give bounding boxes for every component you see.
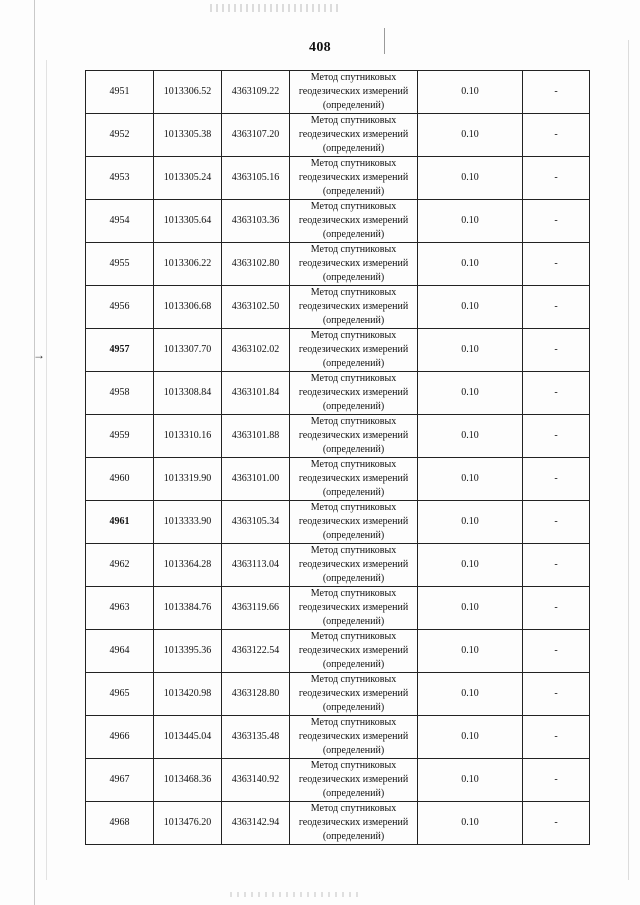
method-cell: [290, 802, 418, 845]
page-number: 408: [309, 40, 331, 55]
method-line-2: геодезических измерений: [298, 731, 409, 742]
note-cell: -: [523, 71, 590, 114]
point-number-cell: 4958: [86, 372, 154, 415]
accuracy-cell: 0.10: [418, 329, 523, 372]
accuracy-cell: 0.10: [418, 243, 523, 286]
scan-edge-right: [628, 40, 629, 880]
y-coordinate-cell: 4363122.54: [222, 630, 290, 673]
x-coordinate-cell: 1013333.90: [154, 501, 222, 544]
method-line-2: геодезических измерений: [298, 301, 409, 312]
note-cell: -: [523, 458, 590, 501]
method-line-3: (определений): [322, 315, 385, 326]
table-row: [86, 673, 590, 716]
table-row: [86, 759, 590, 802]
method-line-1: Метод спутниковых: [310, 588, 397, 599]
x-coordinate-cell: 1013420.98: [154, 673, 222, 716]
table-row: [86, 716, 590, 759]
method-line-1: Метод спутниковых: [310, 459, 397, 470]
scan-edge-left: [34, 0, 35, 905]
x-coordinate-cell: 1013476.20: [154, 802, 222, 845]
method-line-3: (определений): [322, 401, 385, 412]
method-line-2: геодезических измерений: [298, 817, 409, 828]
point-number-cell: 4966: [86, 716, 154, 759]
accuracy-cell: 0.10: [418, 544, 523, 587]
table-row: [86, 286, 590, 329]
y-coordinate-cell: 4363140.92: [222, 759, 290, 802]
note-cell: -: [523, 587, 590, 630]
method-line-2: геодезических измерений: [298, 688, 409, 699]
method-line-2: геодезических измерений: [298, 215, 409, 226]
margin-arrow-icon: →: [33, 348, 45, 362]
method-line-2: геодезических измерений: [298, 430, 409, 441]
x-coordinate-cell: 1013306.68: [154, 286, 222, 329]
accuracy-cell: 0.10: [418, 759, 523, 802]
point-number-cell: 4955: [86, 243, 154, 286]
scan-noise-bottom: [230, 892, 360, 897]
method-line-3: (определений): [322, 659, 385, 670]
y-coordinate-cell: 4363135.48: [222, 716, 290, 759]
point-number-cell: 4965: [86, 673, 154, 716]
x-coordinate-cell: 1013305.64: [154, 200, 222, 243]
note-cell: -: [523, 759, 590, 802]
method-line-2: геодезических измерений: [298, 129, 409, 140]
accuracy-cell: 0.10: [418, 157, 523, 200]
x-coordinate-cell: 1013445.04: [154, 716, 222, 759]
method-cell: [290, 501, 418, 544]
point-number-cell: 4953: [86, 157, 154, 200]
method-line-2: геодезических измерений: [298, 774, 409, 785]
method-line-1: Метод спутниковых: [310, 717, 397, 728]
method-cell: [290, 372, 418, 415]
x-coordinate-cell: 1013319.90: [154, 458, 222, 501]
accuracy-cell: 0.10: [418, 200, 523, 243]
y-coordinate-cell: 4363113.04: [222, 544, 290, 587]
note-cell: -: [523, 114, 590, 157]
accuracy-cell: 0.10: [418, 415, 523, 458]
y-coordinate-cell: 4363128.80: [222, 673, 290, 716]
method-cell: [290, 157, 418, 200]
method-cell: [290, 458, 418, 501]
table-row: [86, 544, 590, 587]
table-row: [86, 802, 590, 845]
method-line-3: (определений): [322, 745, 385, 756]
method-line-2: геодезических измерений: [298, 387, 409, 398]
note-cell: -: [523, 716, 590, 759]
method-line-1: Метод спутниковых: [310, 158, 397, 169]
x-coordinate-cell: 1013305.24: [154, 157, 222, 200]
method-cell: [290, 716, 418, 759]
method-line-2: геодезических измерений: [298, 516, 409, 527]
method-line-3: (определений): [322, 788, 385, 799]
note-cell: -: [523, 200, 590, 243]
method-line-1: Метод спутниковых: [310, 201, 397, 212]
method-cell: [290, 587, 418, 630]
y-coordinate-cell: 4363109.22: [222, 71, 290, 114]
method-line-1: Метод спутниковых: [310, 244, 397, 255]
y-coordinate-cell: 4363107.20: [222, 114, 290, 157]
note-cell: -: [523, 415, 590, 458]
note-cell: -: [523, 673, 590, 716]
accuracy-cell: 0.10: [418, 802, 523, 845]
method-line-1: Метод спутниковых: [310, 674, 397, 685]
method-line-2: геодезических измерений: [298, 172, 409, 183]
point-number-cell: 4962: [86, 544, 154, 587]
point-number-cell: 4967: [86, 759, 154, 802]
table-row: [86, 243, 590, 286]
method-cell: [290, 286, 418, 329]
method-line-2: геодезических измерений: [298, 473, 409, 484]
method-cell: [290, 759, 418, 802]
y-coordinate-cell: 4363142.94: [222, 802, 290, 845]
point-number-cell: 4963: [86, 587, 154, 630]
table-row: [86, 329, 590, 372]
accuracy-cell: 0.10: [418, 71, 523, 114]
table-row: [86, 501, 590, 544]
coordinates-table-body: [86, 71, 590, 845]
method-line-1: Метод спутниковых: [310, 330, 397, 341]
x-coordinate-cell: 1013468.36: [154, 759, 222, 802]
x-coordinate-cell: 1013307.70: [154, 329, 222, 372]
point-number-cell: 4959: [86, 415, 154, 458]
method-line-1: Метод спутниковых: [310, 416, 397, 427]
point-number-cell: 4964: [86, 630, 154, 673]
note-cell: -: [523, 243, 590, 286]
method-line-3: (определений): [322, 229, 385, 240]
accuracy-cell: 0.10: [418, 630, 523, 673]
accuracy-cell: 0.10: [418, 372, 523, 415]
table-row: [86, 200, 590, 243]
method-cell: [290, 544, 418, 587]
method-line-1: Метод спутниковых: [310, 72, 397, 83]
method-line-1: Метод спутниковых: [310, 502, 397, 513]
method-line-2: геодезических измерений: [298, 559, 409, 570]
y-coordinate-cell: 4363101.88: [222, 415, 290, 458]
y-coordinate-cell: 4363103.36: [222, 200, 290, 243]
method-line-3: (определений): [322, 186, 385, 197]
scan-edge-left-faint: [46, 60, 47, 880]
y-coordinate-cell: 4363102.02: [222, 329, 290, 372]
method-line-3: (определений): [322, 530, 385, 541]
point-number-cell: 4954: [86, 200, 154, 243]
note-cell: -: [523, 802, 590, 845]
note-cell: -: [523, 286, 590, 329]
method-line-1: Метод спутниковых: [310, 115, 397, 126]
x-coordinate-cell: 1013310.16: [154, 415, 222, 458]
point-number-cell: 4961: [86, 501, 154, 544]
method-cell: [290, 673, 418, 716]
table-row: [86, 372, 590, 415]
note-cell: -: [523, 544, 590, 587]
accuracy-cell: 0.10: [418, 286, 523, 329]
point-number-cell: 4960: [86, 458, 154, 501]
method-line-1: Метод спутниковых: [310, 631, 397, 642]
method-cell: [290, 329, 418, 372]
method-line-3: (определений): [322, 358, 385, 369]
accuracy-cell: 0.10: [418, 501, 523, 544]
table-row: [86, 458, 590, 501]
point-number-cell: 4957: [86, 329, 154, 372]
table-row: [86, 415, 590, 458]
method-line-3: (определений): [322, 444, 385, 455]
method-line-2: геодезических измерений: [298, 602, 409, 613]
method-cell: [290, 243, 418, 286]
method-cell: [290, 415, 418, 458]
point-number-cell: 4956: [86, 286, 154, 329]
note-cell: -: [523, 157, 590, 200]
method-line-3: (определений): [322, 573, 385, 584]
method-cell: [290, 114, 418, 157]
point-number-cell: 4951: [86, 71, 154, 114]
method-line-3: (определений): [322, 831, 385, 842]
method-line-1: Метод спутниковых: [310, 373, 397, 384]
method-cell: [290, 71, 418, 114]
point-number-cell: 4952: [86, 114, 154, 157]
method-line-1: Метод спутниковых: [310, 545, 397, 556]
note-cell: -: [523, 372, 590, 415]
y-coordinate-cell: 4363102.80: [222, 243, 290, 286]
method-line-3: (определений): [322, 487, 385, 498]
method-line-2: геодезических измерений: [298, 258, 409, 269]
method-line-1: Метод спутниковых: [310, 760, 397, 771]
accuracy-cell: 0.10: [418, 114, 523, 157]
y-coordinate-cell: 4363101.84: [222, 372, 290, 415]
x-coordinate-cell: 1013308.84: [154, 372, 222, 415]
method-line-3: (определений): [322, 100, 385, 111]
coordinates-table: [85, 70, 590, 845]
method-line-3: (определений): [322, 143, 385, 154]
table-row: [86, 587, 590, 630]
method-line-2: геодезических измерений: [298, 645, 409, 656]
method-line-3: (определений): [322, 272, 385, 283]
method-line-2: геодезических измерений: [298, 86, 409, 97]
accuracy-cell: 0.10: [418, 716, 523, 759]
point-number-cell: 4968: [86, 802, 154, 845]
accuracy-cell: 0.10: [418, 673, 523, 716]
method-line-2: геодезических измерений: [298, 344, 409, 355]
y-coordinate-cell: 4363102.50: [222, 286, 290, 329]
method-line-1: Метод спутниковых: [310, 287, 397, 298]
x-coordinate-cell: 1013384.76: [154, 587, 222, 630]
x-coordinate-cell: 1013364.28: [154, 544, 222, 587]
accuracy-cell: 0.10: [418, 458, 523, 501]
x-coordinate-cell: 1013305.38: [154, 114, 222, 157]
x-coordinate-cell: 1013306.22: [154, 243, 222, 286]
table-row: [86, 157, 590, 200]
method-cell: [290, 200, 418, 243]
note-cell: -: [523, 329, 590, 372]
x-coordinate-cell: 1013395.36: [154, 630, 222, 673]
y-coordinate-cell: 4363105.16: [222, 157, 290, 200]
scan-noise-top: [210, 4, 340, 12]
table-row: [86, 71, 590, 114]
method-line-3: (определений): [322, 616, 385, 627]
table-row: [86, 630, 590, 673]
note-cell: -: [523, 501, 590, 544]
y-coordinate-cell: 4363119.66: [222, 587, 290, 630]
note-cell: -: [523, 630, 590, 673]
accuracy-cell: 0.10: [418, 587, 523, 630]
y-coordinate-cell: 4363101.00: [222, 458, 290, 501]
method-cell: [290, 630, 418, 673]
method-line-3: (определений): [322, 702, 385, 713]
method-line-1: Метод спутниковых: [310, 803, 397, 814]
y-coordinate-cell: 4363105.34: [222, 501, 290, 544]
x-coordinate-cell: 1013306.52: [154, 71, 222, 114]
table-row: [86, 114, 590, 157]
